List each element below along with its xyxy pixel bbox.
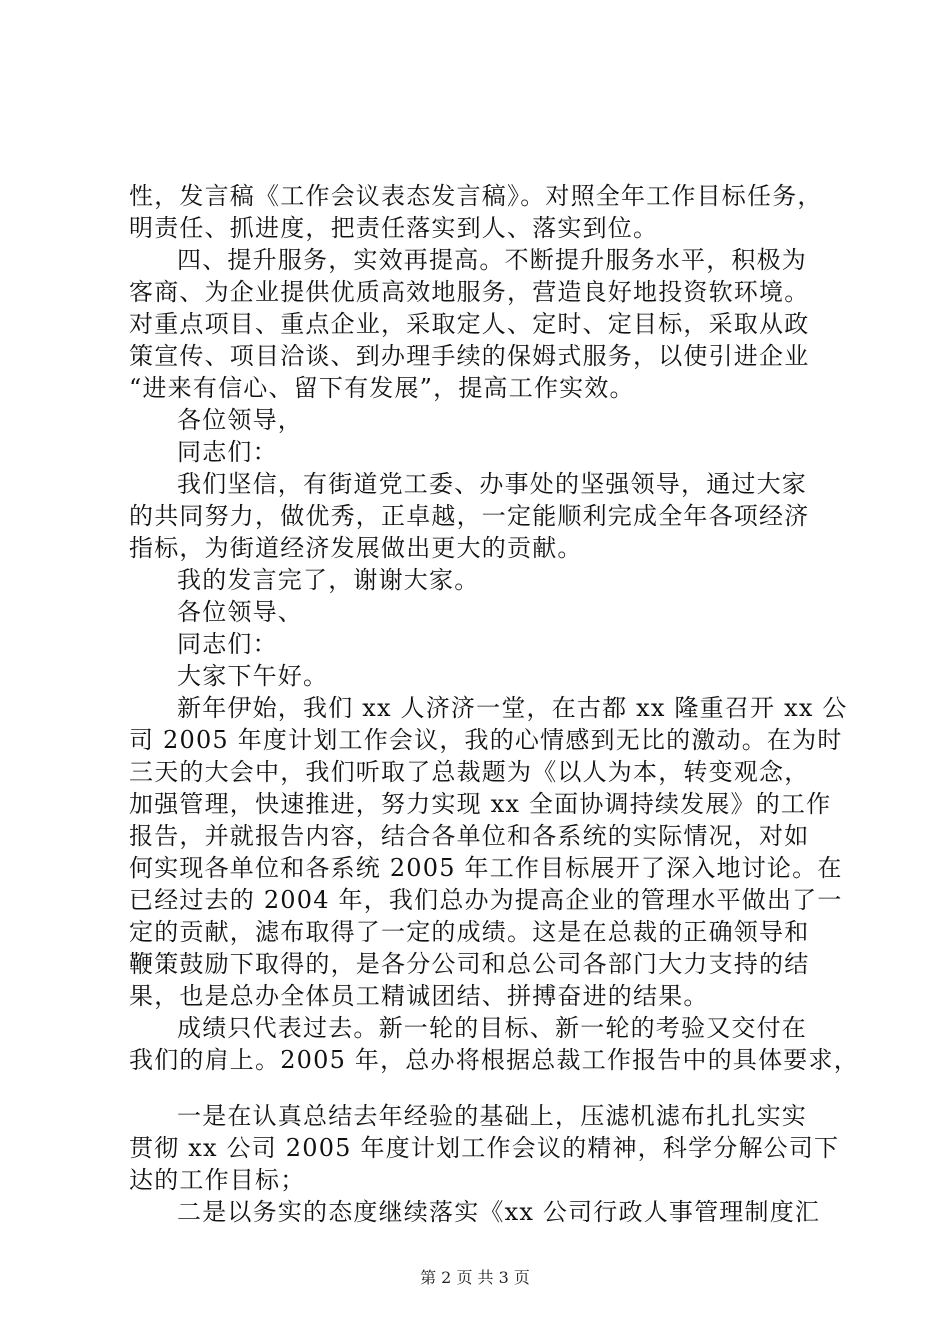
text-line: 二是以务实的态度继续落实《xx 公司行政人事管理制度汇 — [177, 1198, 821, 1226]
text-line: 已经过去的 2004 年，我们总办为提高企业的管理水平做出了一 — [129, 886, 843, 914]
text-line: 鞭策鼓励下取得的，是各分公司和总公司各部门大力支持的结 — [129, 950, 810, 978]
text-line: 达的工作目标； — [129, 1166, 306, 1194]
text-line: 一是在认真总结去年经验的基础上，压滤机滤布扎扎实实 — [177, 1102, 807, 1130]
text-line: 我们的肩上。2005 年，总办将根据总裁工作报告中的具体要求， — [129, 1046, 859, 1074]
text-line: 大家下午好。 — [177, 662, 329, 690]
text-line: 加强管理，快速推进，努力实现 xx 全面协调持续发展》的工作 — [129, 790, 832, 818]
text-line: 指标，为街道经济发展做出更大的贡献。 — [129, 534, 583, 562]
text-line: 对重点项目、重点企业，采取定人、定时、定目标，采取从政 — [129, 310, 810, 338]
text-line: 新年伊始，我们 xx 人济济一堂，在古都 xx 隆重召开 xx 公 — [177, 694, 848, 722]
text-line: 我们坚信，有街道党工委、办事处的坚强领导，通过大家 — [177, 470, 807, 498]
text-line: 同志们： — [177, 630, 278, 658]
text-line: 明责任、抓进度，把责任落实到人、落实到位。 — [129, 214, 659, 242]
text-line: 性，发言稿《工作会议表态发言稿》。对照全年工作目标任务， — [129, 182, 823, 210]
text-line: 何实现各单位和各系统 2005 年工作目标展开了深入地讨论。在 — [129, 854, 843, 882]
page-number: 第 2 页 共 3 页 — [420, 1268, 530, 1287]
text-line: 三天的大会中，我们听取了总裁题为《以人为本，转变观念， — [129, 758, 810, 786]
text-line: 成绩只代表过去。新一轮的目标、新一轮的考验又交付在 — [177, 1014, 807, 1042]
text-line: 的共同努力，做优秀，正卓越，一定能顺利完成全年各项经济 — [129, 502, 810, 530]
text-line: 客商、为企业提供优质高效地服务，营造良好地投资软环境。 — [129, 278, 810, 306]
text-line: 四、提升服务，实效再提高。不断提升服务水平，积极为 — [177, 246, 807, 274]
text-line: 各位领导， — [177, 406, 303, 434]
text-line: 我的发言完了，谢谢大家。 — [177, 566, 480, 594]
text-line: 报告，并就报告内容，结合各单位和各系统的实际情况，对如 — [129, 822, 810, 850]
text-line: 同志们： — [177, 438, 278, 466]
text-line: 定的贡献，滤布取得了一定的成绩。这是在总裁的正确领导和 — [129, 918, 810, 946]
text-line: 司 2005 年度计划工作会议，我的心情感到无比的激动。在为时 — [129, 726, 843, 754]
text-line: “进来有信心、留下有发展”，提高工作实效。 — [129, 374, 635, 402]
text-line: 贯彻 xx 公司 2005 年度计划工作会议的精神，科学分解公司下 — [129, 1134, 840, 1162]
text-line: 果，也是总办全体员工精诚团结、拼搏奋进的结果。 — [129, 982, 709, 1010]
text-line: 各位领导、 — [177, 598, 303, 626]
text-line: 策宣传、项目洽谈、到办理手续的保姆式服务，以使引进企业 — [129, 342, 810, 370]
